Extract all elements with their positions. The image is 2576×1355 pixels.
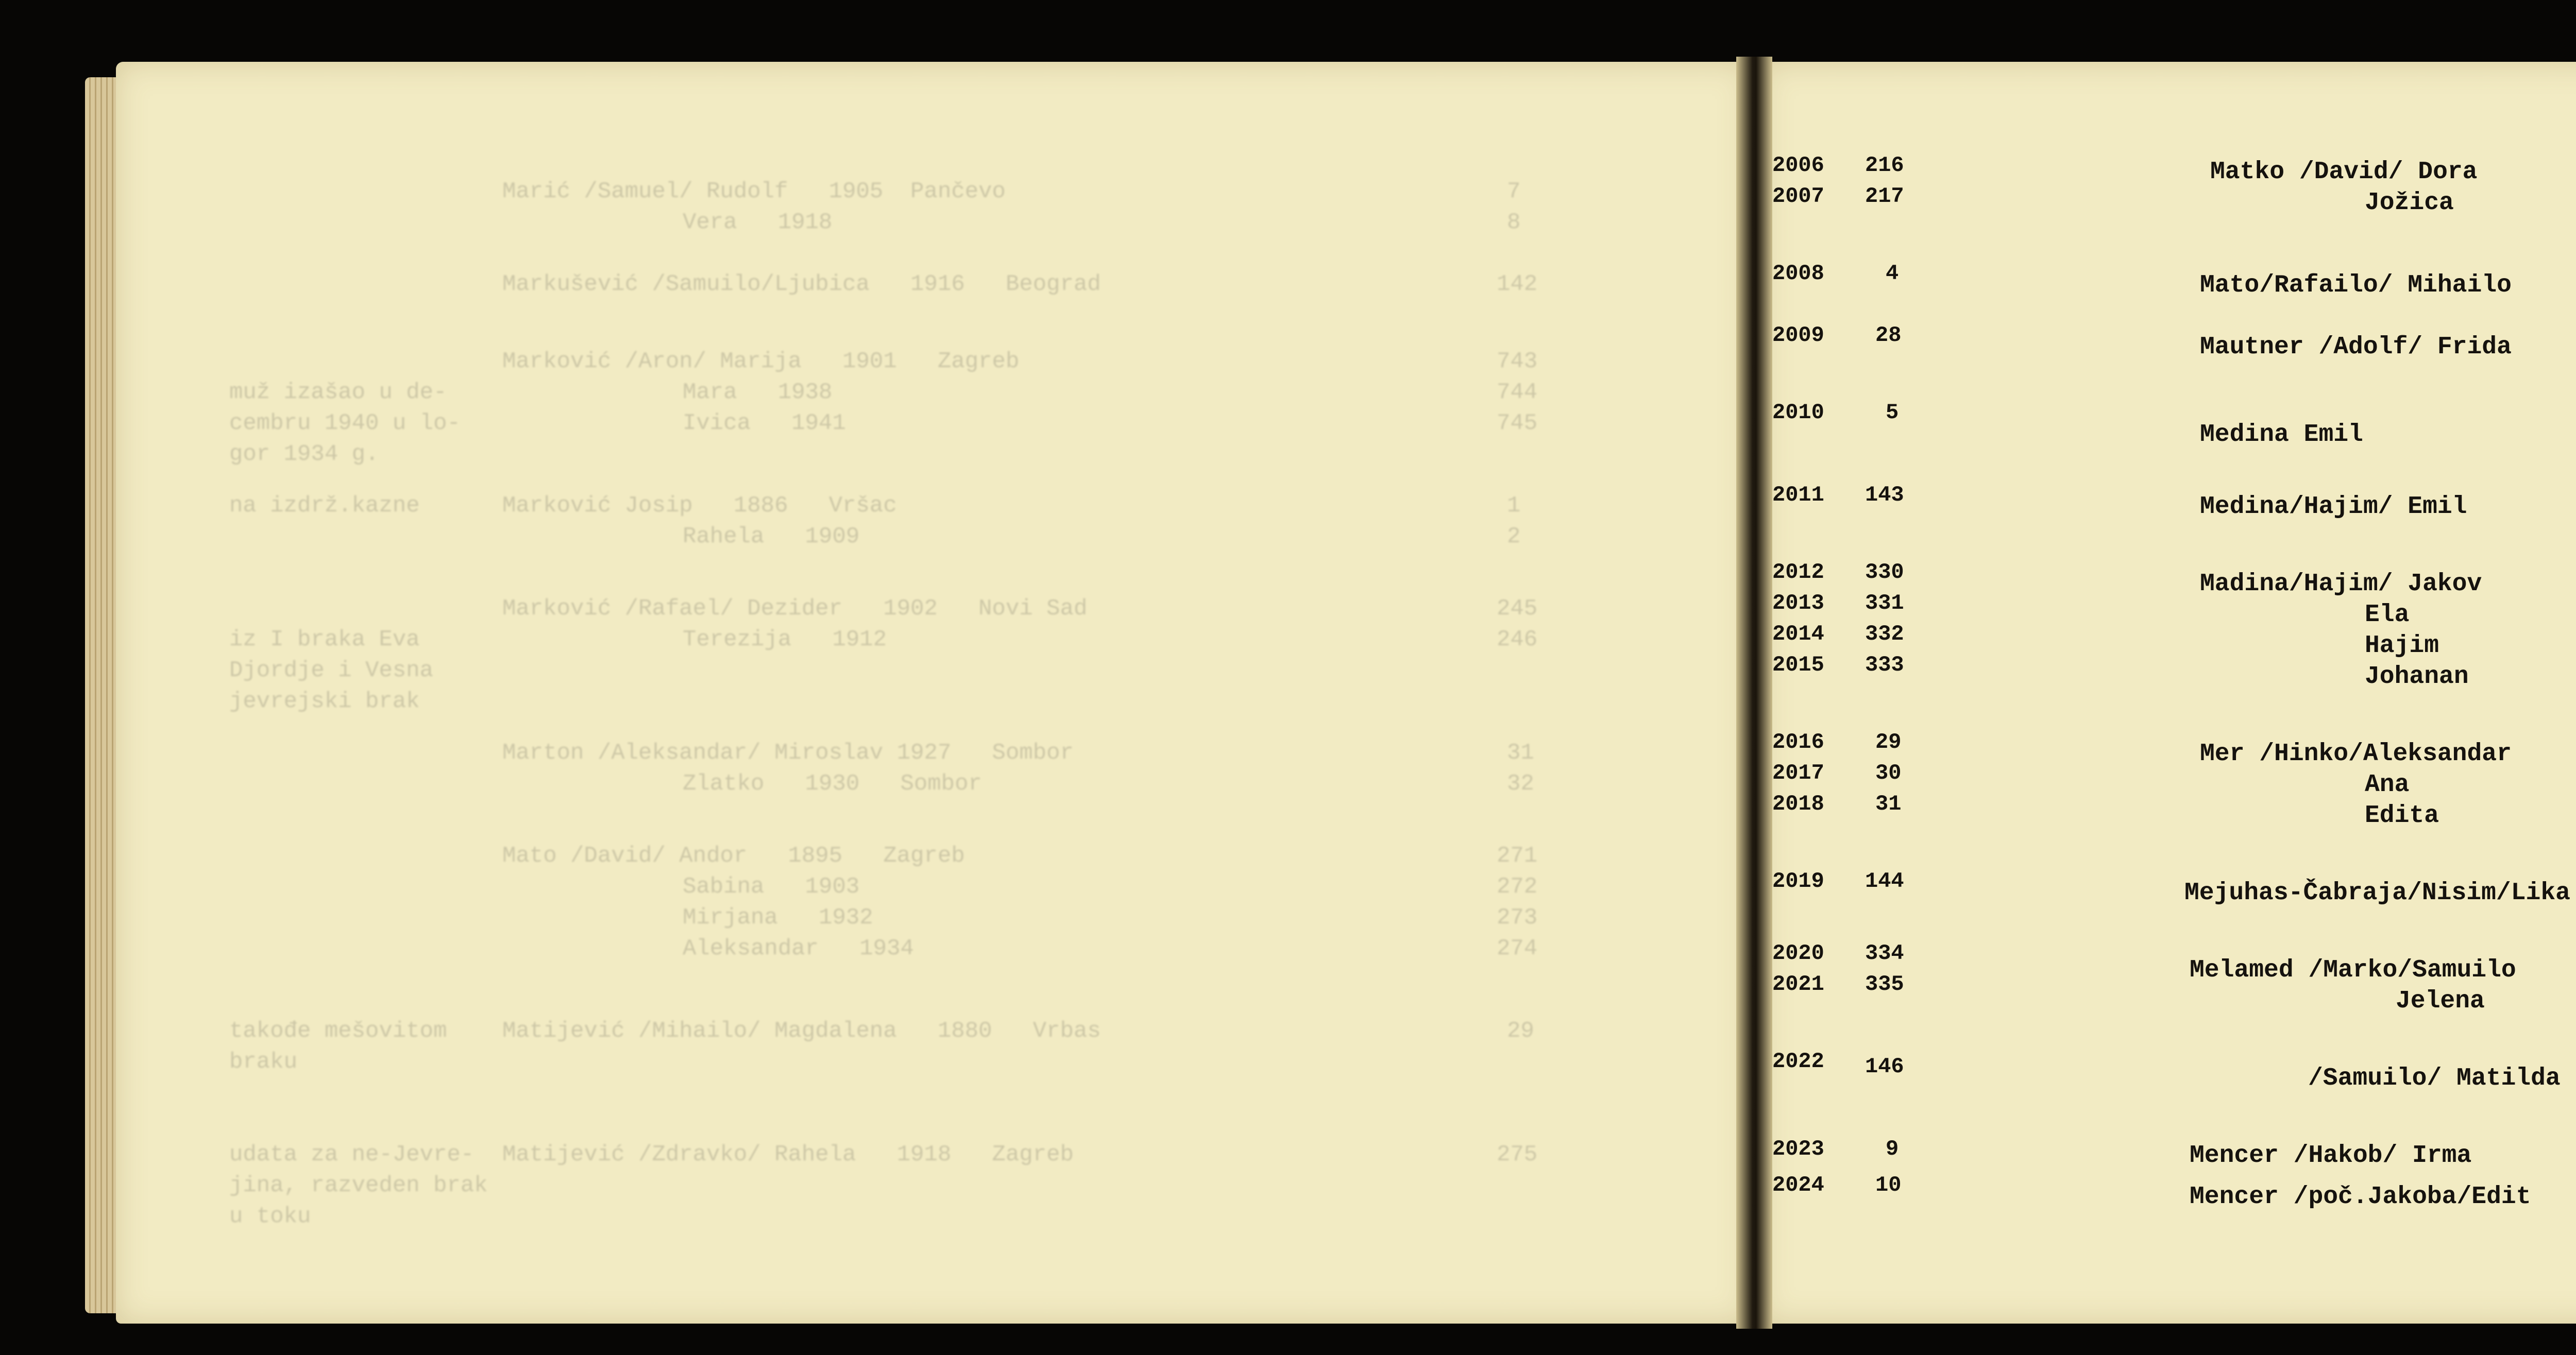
ghost-line: gor 1934 g. — [229, 441, 379, 467]
ghost-line: takođe mešovitom — [229, 1018, 447, 1044]
entry-no: 143 — [1865, 483, 1904, 507]
register-no: 2009 — [1772, 323, 1824, 348]
ghost-num: 743 — [1497, 349, 1538, 374]
ghost-line: Vera 1918 — [683, 210, 833, 235]
register-no: 2007 — [1772, 184, 1824, 209]
entry-no: 334 — [1865, 941, 1904, 966]
ghost-line: u toku — [229, 1204, 311, 1229]
ghost-num: 745 — [1497, 410, 1538, 436]
register-no: 2023 — [1772, 1137, 1824, 1161]
person-name: Medina Emil — [2200, 421, 2363, 449]
left-page-faded-text — [116, 62, 1749, 1324]
person-name: Johanan — [2365, 663, 2469, 691]
ghost-num: 274 — [1497, 936, 1538, 962]
entry-no: 10 — [1875, 1173, 1902, 1197]
person-name: /Samuilo/ Matilda — [2308, 1065, 2561, 1092]
register-no: 2006 — [1772, 153, 1824, 178]
person-name: Matko /David/ Dora — [2210, 158, 2478, 186]
person-name: Mencer /Hakob/ Irma — [2190, 1142, 2472, 1170]
ghost-num: 272 — [1497, 874, 1538, 900]
register-no: 2024 — [1772, 1173, 1824, 1197]
ghost-line: na izdrž.kazne — [229, 493, 420, 519]
person-name: Mautner /Adolf/ Frida — [2200, 333, 2512, 361]
ghost-num: 245 — [1497, 596, 1538, 622]
ghost-line: Marković /Aron/ Marija 1901 Zagreb — [502, 349, 1020, 374]
entry-no: 4 — [1886, 261, 1899, 286]
ghost-line: jevrejski brak — [229, 689, 420, 714]
ghost-line: braku — [229, 1049, 298, 1075]
entry-no: 5 — [1886, 400, 1899, 425]
ghost-line: muž izašao u de- — [229, 380, 447, 405]
person-name: Mato/Rafailo/ Mihailo — [2200, 271, 2512, 299]
ghost-line: Sabina 1903 — [683, 874, 860, 900]
person-name: Jelena — [2396, 987, 2485, 1015]
person-name: Mer /Hinko/Aleksandar — [2200, 740, 2512, 768]
register-no: 2019 — [1772, 869, 1824, 894]
ghost-line: Rahela 1909 — [683, 524, 860, 550]
ghost-num: 271 — [1497, 843, 1538, 869]
entry-no: 332 — [1865, 622, 1904, 646]
ghost-line: Marković Josip 1886 Vršac — [502, 493, 897, 519]
ghost-line: Djordje i Vesna — [229, 658, 434, 683]
ghost-line: Ivica 1941 — [683, 410, 846, 436]
ghost-num: 744 — [1497, 380, 1538, 405]
entry-no: 333 — [1865, 653, 1904, 677]
book-gutter — [1736, 57, 1772, 1329]
ghost-num: 273 — [1497, 905, 1538, 931]
person-name: Mencer /poč.Jakoba/Edit — [2190, 1183, 2531, 1211]
register-no: 2012 — [1772, 560, 1824, 585]
register-no: 2020 — [1772, 941, 1824, 966]
ghost-line: Markušević /Samuilo/Ljubica 1916 Beograd — [502, 271, 1101, 297]
register-no: 2010 — [1772, 400, 1824, 425]
ghost-line: Matijević /Mihailo/ Magdalena 1880 Vrbas — [502, 1018, 1101, 1044]
person-name: Edita — [2365, 802, 2439, 830]
entry-no: 330 — [1865, 560, 1904, 585]
ghost-line: Marković /Rafael/ Dezider 1902 Novi Sad — [502, 596, 1088, 622]
ghost-line: Mato /David/ Andor 1895 Zagreb — [502, 843, 965, 869]
ghost-line: Marić /Samuel/ Rudolf 1905 Pančevo — [502, 179, 1006, 204]
entry-no: 144 — [1865, 869, 1904, 894]
person-name: Jožica — [2365, 189, 2454, 217]
ghost-num: 1 — [1507, 493, 1521, 519]
entry-no: 31 — [1875, 792, 1902, 816]
ghost-line: Mirjana 1932 — [683, 905, 873, 931]
ghost-line: iz I braka Eva — [229, 627, 420, 653]
person-name: Melamed /Marko/Samuilo — [2190, 956, 2516, 984]
ghost-num: 8 — [1507, 210, 1521, 235]
register-no: 2011 — [1772, 483, 1824, 507]
register-no: 2021 — [1772, 972, 1824, 997]
entry-no: 331 — [1865, 591, 1904, 615]
entry-no: 28 — [1875, 323, 1902, 348]
register-no: 2014 — [1772, 622, 1824, 646]
register-no: 2013 — [1772, 591, 1824, 615]
ghost-num: 29 — [1507, 1018, 1534, 1044]
ghost-line: Aleksandar 1934 — [683, 936, 914, 962]
ghost-num: 275 — [1497, 1142, 1538, 1168]
register-no: 2022 — [1772, 1049, 1824, 1074]
person-name: Mejuhas-Čabraja/Nisim/Lika — [2184, 879, 2570, 907]
ghost-num: 142 — [1497, 271, 1538, 297]
ghost-num: 31 — [1507, 740, 1534, 766]
entry-no: 216 — [1865, 153, 1904, 178]
ghost-num: 2 — [1507, 524, 1521, 550]
entry-no: 29 — [1875, 730, 1902, 754]
person-name: Ela — [2365, 601, 2410, 629]
person-name: Ana — [2365, 771, 2410, 799]
entry-no: 217 — [1865, 184, 1904, 209]
person-name: Medina/Hajim/ Emil — [2200, 493, 2467, 521]
ghost-line: Terezija 1912 — [683, 627, 887, 653]
ghost-line: Mara 1938 — [683, 380, 833, 405]
entry-no: 9 — [1886, 1137, 1899, 1161]
entry-no: 146 — [1865, 1054, 1904, 1079]
register-no: 2015 — [1772, 653, 1824, 677]
person-name: Hajim — [2365, 632, 2439, 660]
register-no: 2008 — [1772, 261, 1824, 286]
ghost-line: Marton /Aleksandar/ Miroslav 1927 Sombor — [502, 740, 1074, 766]
register-no: 2018 — [1772, 792, 1824, 816]
entry-no: 30 — [1875, 761, 1902, 785]
entry-no: 335 — [1865, 972, 1904, 997]
right-page — [1762, 62, 2576, 1324]
left-page — [116, 62, 1749, 1324]
ghost-line: Zlatko 1930 Sombor — [683, 771, 982, 797]
register-no: 2017 — [1772, 761, 1824, 785]
register-no: 2016 — [1772, 730, 1824, 754]
ghost-line: udata za ne-Jevre- — [229, 1142, 474, 1168]
ghost-line: jina, razveden brak — [229, 1173, 488, 1198]
person-name: Madina/Hajim/ Jakov — [2200, 570, 2482, 598]
ghost-num: 246 — [1497, 627, 1538, 653]
ghost-num: 32 — [1507, 771, 1534, 797]
ghost-line: cembru 1940 u lo- — [229, 410, 461, 436]
ghost-num: 7 — [1507, 179, 1521, 204]
ghost-line: Matijević /Zdravko/ Rahela 1918 Zagreb — [502, 1142, 1074, 1168]
